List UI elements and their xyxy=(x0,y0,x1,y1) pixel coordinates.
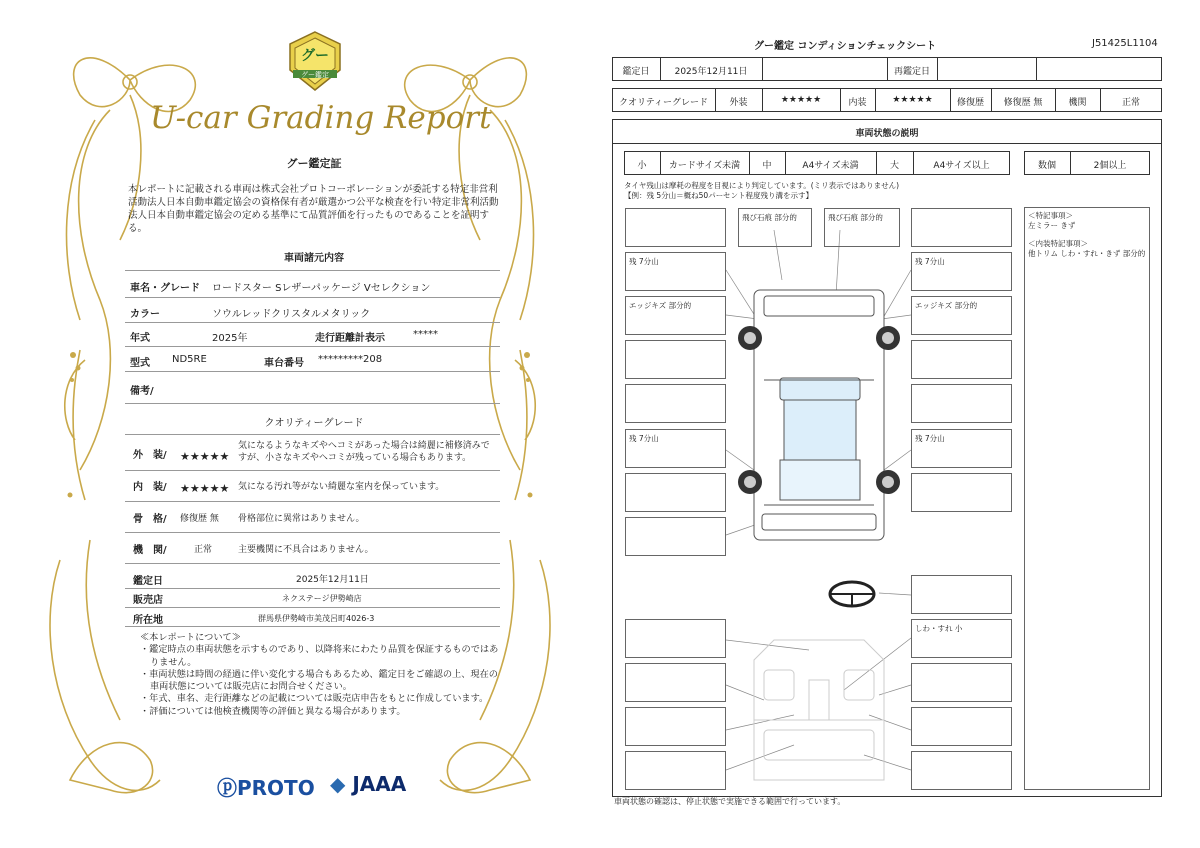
sheet-title: グー鑑定 コンディションチェックシート xyxy=(754,41,937,52)
goo-kantei-badge xyxy=(285,30,345,92)
tire-rr-box: 残 7分山 xyxy=(911,429,1012,468)
mileage-value: ***** xyxy=(413,329,438,340)
comment-box xyxy=(625,340,726,379)
divider xyxy=(125,563,500,564)
name-label: 車名・グレード xyxy=(130,283,200,294)
frame-value: 修復歴 無 xyxy=(180,514,219,524)
repair-value: 修復歴 無 xyxy=(1003,98,1043,108)
sheet-footer: 車両状態の確認は、停止状態で実施できる範囲で行っています。 xyxy=(614,797,846,806)
exterior-stars: ★★★★★ xyxy=(180,450,230,463)
interior-special-value: 他トリム しわ・すれ・きず 部分的 xyxy=(1028,249,1146,258)
divider xyxy=(125,371,500,372)
engine-desc: 主要機関に不具合はありません。 xyxy=(238,545,374,555)
comment-box xyxy=(911,340,1012,379)
frame-desc: 骨格部位に異常はありません。 xyxy=(238,514,365,524)
tire-note-2: 【例：残 5分山＝概ね50パーセント程度残り溝を示す】 xyxy=(624,191,814,200)
certificate-body: 本レポートに記載される車両は株式会社プロトコーポレーションが委託する特定非営利活動法人日本自動車鑑定協会の資格保有者が厳選かつ公平な検査を行い特定非営利活動法人日本自動車鑑定協会の定める基準にて品質評価を行ったものであることを証明する。 xyxy=(128,184,499,234)
interior-special-title: ＜内装特記事項＞ xyxy=(1028,239,1088,248)
state-heading: 車両状態の説明 xyxy=(855,129,919,139)
note-item: ・年式、車名、走行距離などの記載については販売店申告をもとに作成しています。 xyxy=(140,693,489,705)
comment-box xyxy=(625,517,726,556)
interior-label: 内 装/ xyxy=(133,482,167,493)
count-label: 数個 xyxy=(1037,161,1056,171)
condition-check-sheet xyxy=(604,0,1200,848)
shop-label: 販売店 xyxy=(133,595,163,606)
legend-size: 中 xyxy=(762,161,772,171)
divider xyxy=(125,626,500,627)
divider xyxy=(125,501,500,502)
grade-heading: クオリティーグレード xyxy=(264,418,364,429)
model-value: ND5RE xyxy=(172,354,207,365)
comment-box xyxy=(625,663,726,702)
tire-note-1: タイヤ残山は摩耗の程度を目視により判定しています。(ミリ表示ではありません) xyxy=(624,181,900,190)
notes-title: ≪本レポートについて≫ xyxy=(140,632,241,643)
legend-size: 小 xyxy=(637,161,647,171)
exterior-desc: 気になるようなキズやヘコミがあった場合は綺麗に補修済みですが、小さなキズやヘコミが残っている場合もあります。 xyxy=(238,441,490,463)
comment-box xyxy=(625,208,726,247)
steering-icon xyxy=(830,582,874,606)
edge-l-box: エッジキズ 部分的 xyxy=(625,296,726,335)
special-notes-panel xyxy=(1024,207,1150,790)
grade-label: クオリティーグレード xyxy=(618,98,709,108)
chip1-box: 飛び石痕 部分的 xyxy=(738,208,812,247)
comment-box xyxy=(911,575,1012,614)
svg-text:グー鑑定: グー鑑定 xyxy=(301,71,329,79)
legend-desc: A4サイズ以上 xyxy=(933,161,990,171)
proto-logo-text: PROTO xyxy=(237,776,315,800)
jaaa-logo: ◆ JAAA xyxy=(330,772,407,796)
divider xyxy=(125,297,500,298)
remarks-label: 備考/ xyxy=(130,386,154,397)
exterior-label: 外 装/ xyxy=(133,450,167,461)
comment-box xyxy=(625,473,726,512)
sheet-date-value: 2025年12月11日 xyxy=(674,67,748,77)
engine-value: 正常 xyxy=(1121,98,1140,108)
comment-box xyxy=(625,751,726,790)
sheet-id: J51425L1104 xyxy=(1092,38,1158,49)
count-value: 2個以上 xyxy=(1093,161,1127,171)
date-value: 2025年12月11日 xyxy=(296,575,369,585)
report-title: U-car Grading Report xyxy=(150,100,492,136)
comment-box xyxy=(911,384,1012,423)
tire-fl-box: 残 7分山 xyxy=(625,252,726,291)
legend-size: 大 xyxy=(889,161,899,171)
date-label: 鑑定日 xyxy=(133,576,163,587)
comment-box xyxy=(625,707,726,746)
divider xyxy=(125,607,500,608)
chip2-box: 飛び石痕 部分的 xyxy=(824,208,900,247)
chassis-label: 車台番号 xyxy=(264,358,304,369)
int-label: 内装 xyxy=(848,98,867,108)
year-value: 2025年 xyxy=(212,333,248,344)
address-label: 所在地 xyxy=(133,615,163,626)
int-stars: ★★★★★ xyxy=(892,95,933,105)
tire-fr-box: 残 7分山 xyxy=(911,252,1012,291)
ext-label: 外装 xyxy=(729,98,748,108)
divider xyxy=(125,322,500,323)
tire-rl-box: 残 7分山 xyxy=(625,429,726,468)
note-item: ・評価については他検査機関等の評価と異なる場合があります。 xyxy=(140,705,406,717)
repair-label: 修復歴 xyxy=(956,98,984,108)
legend-desc: A4サイズ未満 xyxy=(802,161,859,171)
legend-desc: カードサイズ未満 xyxy=(668,161,741,171)
divider xyxy=(125,434,500,435)
divider xyxy=(125,470,500,471)
address-value: 群馬県伊勢崎市美茂呂町4026-3 xyxy=(258,614,375,623)
interior-stars: ★★★★★ xyxy=(180,482,230,495)
sheet-date-label: 鑑定日 xyxy=(622,67,650,77)
certificate-heading: グー鑑定証 xyxy=(286,157,342,170)
model-label: 型式 xyxy=(130,358,150,369)
engine-value: 正常 xyxy=(194,545,213,555)
report-notes xyxy=(140,632,500,718)
special-value: 左ミラー きず xyxy=(1028,221,1076,230)
comment-box xyxy=(625,384,726,423)
color-value: ソウルレッドクリスタルメタリック xyxy=(212,309,371,320)
comment-box xyxy=(911,473,1012,512)
edge-r-box: エッジキズ 部分的 xyxy=(911,296,1012,335)
comment-box xyxy=(625,619,726,658)
color-label: カラー xyxy=(130,309,160,320)
ext-stars: ★★★★★ xyxy=(780,95,822,105)
divider xyxy=(125,346,500,347)
engine-label: 機関 xyxy=(1068,98,1087,108)
divider xyxy=(125,403,500,404)
special-title: ＜特記事項＞ xyxy=(1028,211,1073,220)
interior-desc: 気になる汚れ等がない綺麗な室内を保っています。 xyxy=(238,482,445,492)
proto-logo: ⓟPROTO xyxy=(217,776,315,800)
frame-label: 骨 格/ xyxy=(133,514,167,525)
note-item: ・鑑定時点の車両状態を示すものであり、以降将来にわたり品質を保証するものではありません。 xyxy=(140,644,499,668)
seat-box: しわ・すれ 小 xyxy=(911,619,1012,658)
svg-text:グー: グー xyxy=(301,48,329,64)
re-date-label: 再鑑定日 xyxy=(893,67,930,77)
comment-box xyxy=(911,707,1012,746)
comment-box xyxy=(911,208,1012,247)
jaaa-logo-text: JAAA xyxy=(352,772,407,796)
engine-label: 機 関/ xyxy=(133,545,167,556)
comment-box xyxy=(911,663,1012,702)
chassis-value: *********208 xyxy=(318,354,383,365)
spec-heading: 車両諸元内容 xyxy=(284,253,344,264)
divider xyxy=(125,588,500,589)
note-item: ・車両状態は時間の経過に伴い変化する場合もあるため、鑑定日をご確認の上、現在の車両状態については販売店にお問合せください。 xyxy=(140,668,498,693)
divider xyxy=(125,270,500,271)
comment-box xyxy=(911,751,1012,790)
mileage-label: 走行距離計表示 xyxy=(315,333,385,344)
divider xyxy=(125,532,500,533)
shop-value: ネクステージ伊勢崎店 xyxy=(282,594,362,603)
name-value: ロードスター Sレザーパッケージ Vセレクション xyxy=(212,283,431,294)
year-label: 年式 xyxy=(130,333,150,344)
